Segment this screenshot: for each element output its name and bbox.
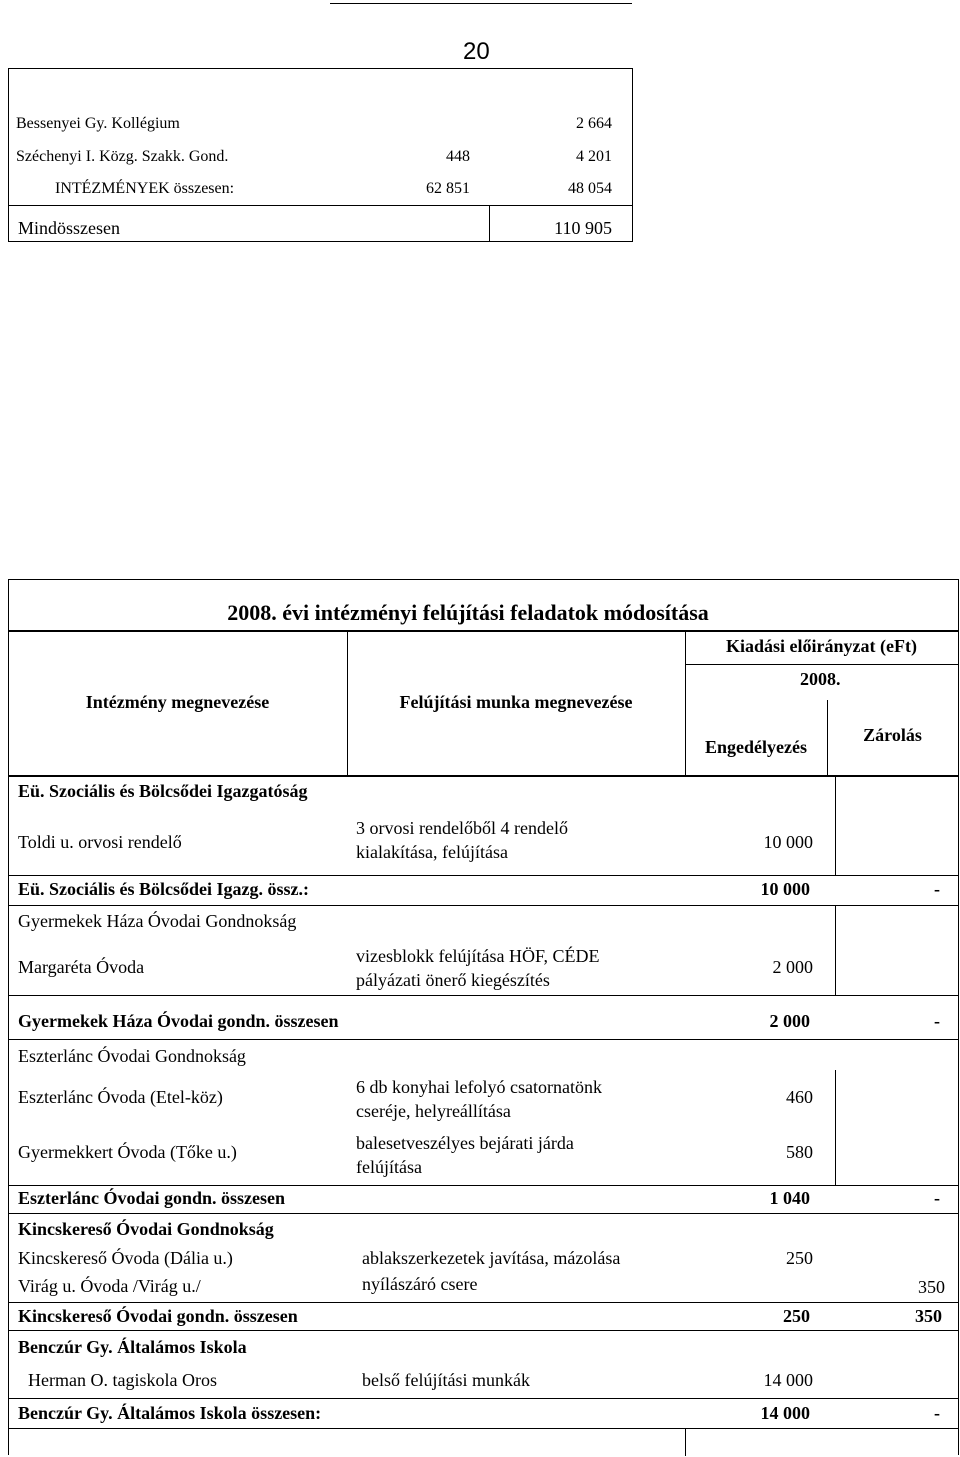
work-description: 6 db konyhai lefolyó csatornatönk cseréje, helyreállítása: [356, 1077, 602, 1121]
top-row-name: Széchenyi I. Közg. Szakk. Gond.: [16, 148, 229, 165]
section-total-approval: 1 040: [769, 1188, 810, 1208]
institution-name: Kincskereső Óvoda (Dália u.): [18, 1248, 233, 1268]
institution-name: Eszterlánc Óvoda (Etel-köz): [18, 1087, 223, 1107]
top-row-value: 48 054: [568, 180, 612, 197]
approval-value: 2 000: [772, 957, 813, 977]
work-description: nyílászáró csere: [362, 1274, 478, 1294]
section-total-approval: 14 000: [760, 1403, 810, 1423]
work-description: belső felújítási munkák: [362, 1370, 530, 1390]
top-row-value: 448: [446, 148, 470, 165]
work-description: 3 orvosi rendelőből 4 rendelő kialakítása, felújítása: [356, 818, 568, 862]
freeze-value: 350: [918, 1277, 945, 1297]
section-heading: Benczúr Gy. Általámos Iskola: [18, 1337, 247, 1357]
approval-value: 460: [786, 1087, 813, 1107]
approval-value: 10 000: [763, 832, 813, 852]
institution-name: Gyermekkert Óvoda (Tőke u.): [18, 1142, 237, 1162]
work-description: balesetveszélyes bejárati járda felújítása: [356, 1133, 574, 1177]
page-number: 20: [463, 38, 490, 65]
section-total-approval: 10 000: [760, 879, 810, 899]
approval-value: 14 000: [763, 1370, 813, 1390]
section-total-freeze: -: [934, 1011, 940, 1031]
section-total-approval: 2 000: [769, 1011, 810, 1031]
approval-value: 250: [786, 1248, 813, 1268]
section-heading: Kincskereső Óvodai Gondnokság: [18, 1219, 274, 1239]
approval-value: 580: [786, 1142, 813, 1162]
header-approval: Engedélyezés: [705, 737, 807, 757]
section-total-freeze: 350: [915, 1306, 942, 1326]
top-row-value: 62 851: [426, 180, 470, 197]
grand-total-label: Mindösszesen: [18, 218, 120, 238]
top-row-name: Bessenyei Gy. Kollégium: [16, 115, 180, 132]
section-total-freeze: -: [934, 1403, 940, 1423]
header-rule: [330, 3, 632, 4]
header-freeze: Zárolás: [863, 725, 922, 745]
section-total-approval: 250: [783, 1306, 810, 1326]
grand-total-value: 110 905: [554, 218, 612, 238]
section-total-label: Kincskereső Óvodai gondn. összesen: [18, 1306, 298, 1326]
section-total-label: Benczúr Gy. Általámos Iskola összesen:: [18, 1403, 322, 1423]
work-description: vizesblokk felújítása HÖF, CÉDE pályázati önerő kiegészítés: [356, 946, 600, 990]
section-heading: Gyermekek Háza Óvodai Gondnokság: [18, 911, 297, 931]
institution-name: Margaréta Óvoda: [18, 957, 145, 977]
table-title: 2008. évi intézményi felújítási feladatok módosítása: [227, 600, 709, 625]
section-total-label: Eü. Szociális és Bölcsődei Igazg. össz.:: [18, 879, 309, 899]
institution-name: Virág u. Óvoda /Virág u./: [18, 1276, 201, 1296]
header-budget: Kiadási előirányzat (eFt): [726, 636, 917, 656]
section-heading: Eszterlánc Óvodai Gondnokság: [18, 1046, 246, 1066]
section-heading: Eü. Szociális és Bölcsődei Igazgatóság: [18, 781, 308, 801]
work-description: ablakszerkezetek javítása, mázolása: [362, 1248, 621, 1268]
section-total-label: Eszterlánc Óvodai gondn. összesen: [18, 1188, 286, 1208]
section-total-freeze: -: [934, 1188, 940, 1208]
header-year: 2008.: [800, 669, 841, 689]
section-total-label: Gyermekek Háza Óvodai gondn. összesen: [18, 1011, 339, 1031]
header-institution: Intézmény megnevezése: [85, 692, 270, 712]
header-work: Felújítási munka megnevezése: [399, 692, 633, 712]
institution-name: Toldi u. orvosi rendelő: [18, 832, 182, 852]
top-row-value: 2 664: [576, 115, 612, 132]
top-row-value: 4 201: [576, 148, 612, 165]
top-row-name: INTÉZMÉNYEK összesen:: [55, 180, 235, 197]
institution-name: Herman O. tagiskola Oros: [28, 1370, 217, 1390]
section-total-freeze: -: [934, 879, 940, 899]
